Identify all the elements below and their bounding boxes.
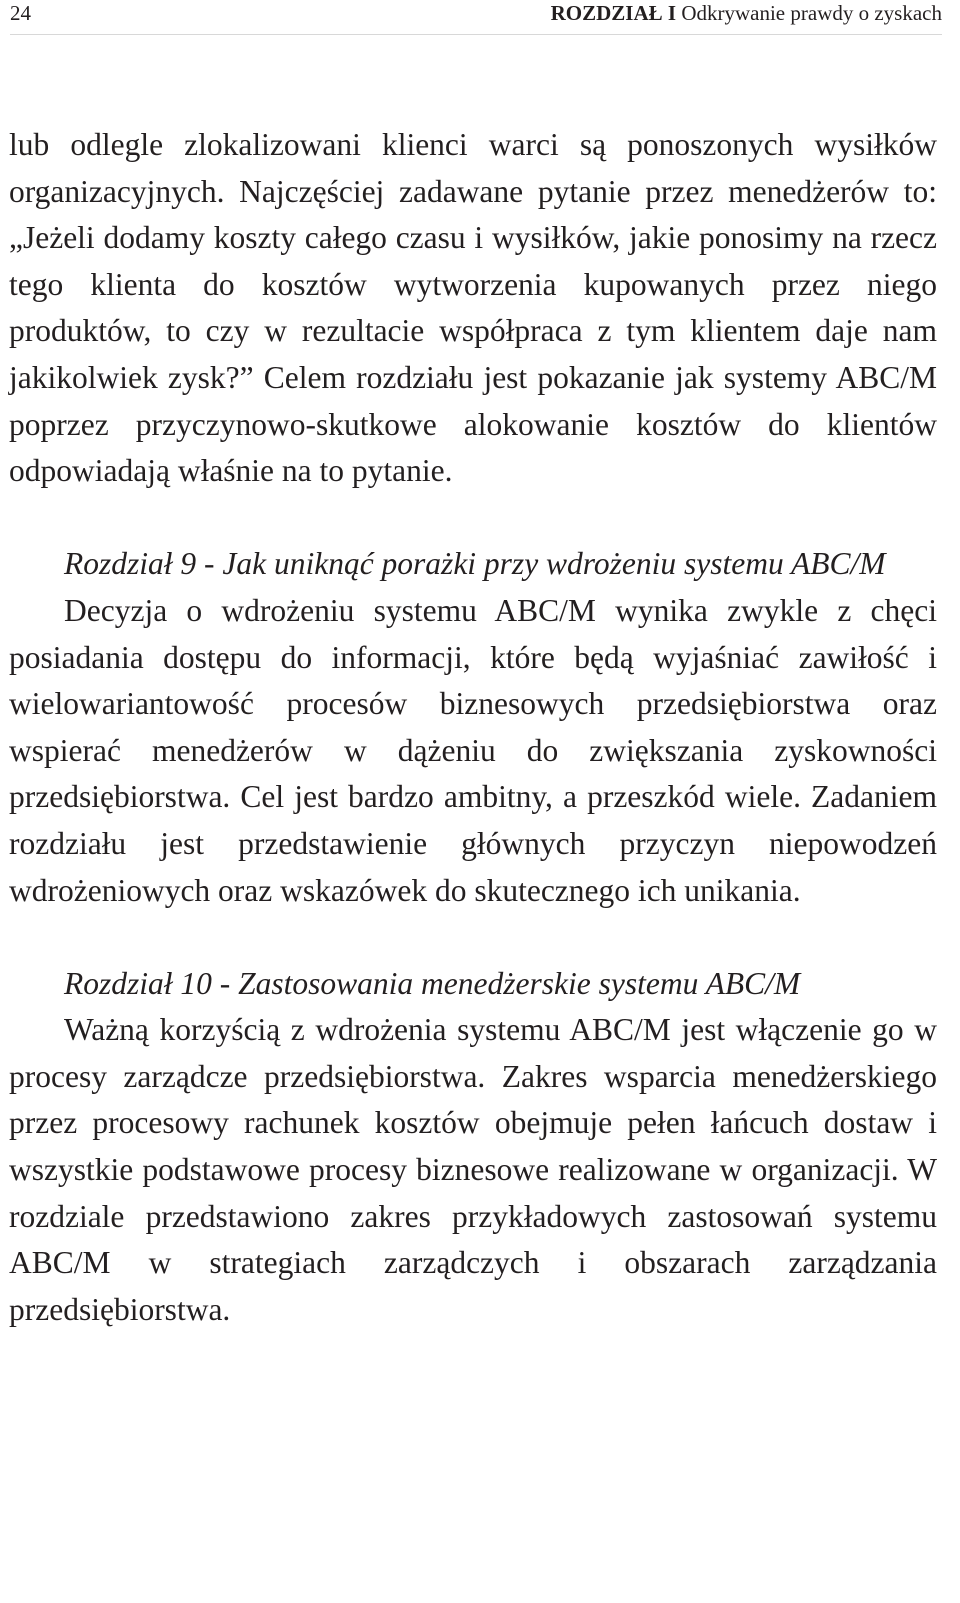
chapter-title: Odkrywanie prawdy o zyskach: [681, 1, 942, 25]
body-text: [9, 122, 937, 1333]
page-number: 24: [10, 1, 31, 25]
chapter-header: [551, 0, 942, 26]
header-divider: [10, 34, 942, 35]
chapter-label: ROZDZIAŁ I: [550, 1, 677, 25]
chapter-10-heading: Rozdział 10 - Zastosowania menedżerskie systemu ABC/M: [64, 965, 801, 1001]
chapter-9-summary: [9, 541, 937, 914]
intro-paragraph: lub odlegle zlokalizowani klienci warci są ponoszonych wysiłków organizacyjnych. Najczęściej zadawane pytanie przez menedżerów to: „Jeżeli dodamy koszty całego czasu i wysiłków, jakie ponosimy na rzecz tego klienta do kosztów wytworzenia kupowanych przez niego produktów, to czy w rezultacie współpraca z tym klientem daje nam jakikolwiek zysk?” Celem rozdziału jest pokazanie jak systemy ABC/M poprzez przyczynowo-skutkowe alokowanie kosztów do klientów odpowiadają właśnie na to pytanie.: [9, 127, 937, 489]
chapter-9-heading: Rozdział 9 - Jak uniknąć porażki przy wdrożeniu systemu ABC/M: [64, 546, 886, 582]
chapter-10-summary: [9, 961, 937, 1334]
chapter-10-body: Ważną korzyścią z wdrożenia systemu ABC/M jest włączenie go w procesy zarządcze przedsiębiorstwa. Zakres wsparcia menedżerskiego przez procesowy rachunek kosztów obejmuje pełen łańcuch dostaw i wszystkie podstawowe procesy biznesowe realizowane w organizacji. W rozdziale przedstawiono zakres przykładowych zastosowań systemu ABC/M w strategiach zarządczych i obszarach zarządzania przedsiębiorstwa.: [9, 1012, 937, 1327]
chapter-9-body: Decyzja o wdrożeniu systemu ABC/M wynika zwykle z chęci posiadania dostępu do informacji, które będą wyjaśniać zawiłość i wielowariantowość procesów biznesowych przedsiębiorstwa oraz wspierać menedżerów w dążeniu do zwiększania zyskowności przedsiębiorstwa. Cel jest bardzo ambitny, a przeszkód wiele. Zadaniem rozdziału jest przedstawienie głównych przyczyn niepowodzeń wdrożeniowych oraz wskazówek do skutecznego ich unikania.: [9, 592, 937, 908]
running-header: [10, 0, 942, 26]
